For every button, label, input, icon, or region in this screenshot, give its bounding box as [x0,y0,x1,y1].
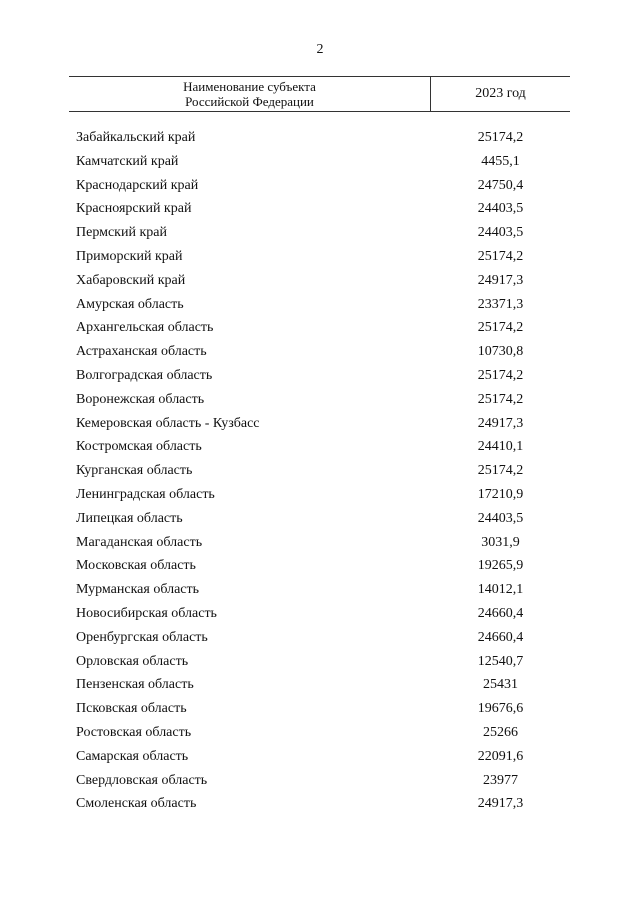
region-value: 25174,2 [477,367,524,383]
region-value: 25174,2 [477,320,524,336]
region-value: 24917,3 [477,272,524,288]
table-row [69,604,570,628]
region-value: 19676,6 [477,701,524,717]
region-name: Липецкая область [76,510,183,526]
header-region-name-line2: Российской Федерации [185,94,314,109]
region-name: Орловская область [76,653,189,669]
table-row [69,271,570,295]
region-name: Амурская область [76,296,184,312]
table-header [69,76,570,112]
table-row [69,247,570,271]
table-row [69,342,570,366]
table-row [69,747,570,771]
header-region-name [69,79,430,109]
region-name: Забайкальский край [76,130,196,145]
region-name: Костромская область [76,439,202,455]
table-row [69,485,570,509]
header-region-name-line1: Наименование субъекта [183,79,316,94]
table-row [69,199,570,223]
table-body [69,128,570,818]
region-name: Астраханская область [76,344,207,360]
table-row [69,652,570,676]
table-row [69,771,570,795]
region-value: 25431 [483,677,518,693]
region-value: 25266 [483,724,518,740]
region-value: 23977 [483,772,518,788]
region-value: 17210,9 [477,486,524,502]
region-name: Смоленская область [76,796,197,812]
region-value: 24410,1 [477,439,524,455]
table-row [69,437,570,461]
region-name: Самарская область [76,748,189,764]
region-value: 19265,9 [477,558,524,574]
region-name: Ростовская область [76,724,192,740]
region-name: Архангельская область [76,320,214,336]
region-value: 25174,2 [477,248,524,264]
region-name: Краснодарский край [76,177,199,193]
region-value: 22091,6 [477,748,524,764]
region-value: 14012,1 [477,582,524,598]
region-value: 10730,8 [477,344,524,360]
table-row [69,152,570,176]
table-row [69,223,570,247]
region-value: 23371,3 [477,296,524,312]
region-name: Камчатский край [76,153,179,169]
table-row [69,176,570,200]
table-row [69,128,570,152]
table-row [69,556,570,580]
region-value: 24750,4 [477,177,524,193]
region-value: 25174,2 [477,463,524,479]
region-value: 4455,1 [481,153,520,169]
region-value: 24660,4 [477,605,524,621]
table-row [69,295,570,319]
region-name: Красноярский край [76,201,192,217]
table-row [69,318,570,342]
region-name: Волгоградская область [76,367,213,383]
table-row [69,414,570,438]
region-value: 24403,5 [477,510,524,526]
regions-table [69,76,570,812]
region-name: Магаданская область [76,534,203,550]
table-row [69,461,570,485]
region-name: Новосибирская область [76,605,217,621]
region-name: Ленинградская область [76,486,215,502]
table-row [69,699,570,723]
region-name: Пензенская область [76,677,194,693]
region-value: 24917,3 [477,796,524,812]
region-name: Московская область [76,558,196,574]
header-year: 2023 год [475,86,526,101]
table-row [69,794,570,818]
region-value: 12540,7 [477,653,524,669]
region-value: 25174,2 [477,130,524,145]
region-value: 24917,3 [477,415,524,431]
region-value: 24403,5 [477,225,524,241]
region-value: 24660,4 [477,629,524,645]
region-name: Хабаровский край [76,272,186,288]
region-value: 3031,9 [481,534,520,550]
region-name: Приморский край [76,248,183,264]
region-name: Псковская область [76,701,187,717]
region-name: Мурманская область [76,582,200,598]
table-row [69,580,570,604]
page-number: 2 [316,42,324,57]
region-name: Воронежская область [76,391,205,407]
table-row [69,723,570,747]
table-row [69,628,570,652]
table-row [69,675,570,699]
region-value: 25174,2 [477,391,524,407]
region-value: 24403,5 [477,201,524,217]
table-row [69,509,570,533]
region-name: Пермский край [76,225,167,241]
region-name: Кемеровская область - Кузбасс [76,415,260,431]
table-row [69,366,570,390]
region-name: Свердловская область [76,772,208,788]
table-row [69,533,570,557]
table-row [69,390,570,414]
region-name: Оренбургская область [76,629,208,645]
region-name: Курганская область [76,463,193,479]
